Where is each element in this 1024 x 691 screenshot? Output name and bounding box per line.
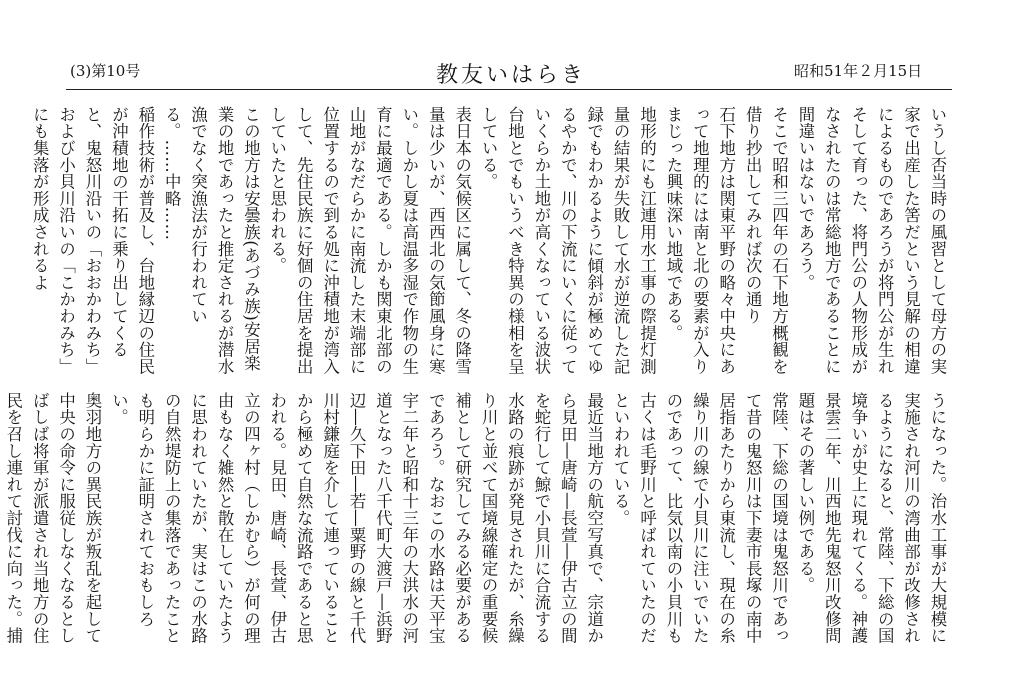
paragraph: 常陸、下総の国境は鬼怒川であって昔の鬼怒川は下妻市長塚の南中居指あたりから東流し、現在の糸繰り川の線で小貝川に注いでいたのであって、比気以南の小貝川も古くは毛野川と呼ばれていたのだといわれている。	[611, 392, 789, 644]
paragraph: いうし否当時の風習として母方の実家で出産した筈だという見解の相違によるものであろうが将門公が生れそして育った、将門公の人物形成がなされたのは常総地方であることに間違いはないであろう。	[795, 106, 947, 375]
page-header	[0, 0, 1024, 100]
newsletter-title: 教友いはらき	[436, 63, 587, 88]
header-rule	[66, 89, 952, 90]
paragraph: この地方は安曇族(あづみ族)安居楽業の地であったと推定されるが潜水漁でなく突漁法が行われている。……中略……	[162, 106, 261, 375]
paragraph: 稲作技術が普及し、台地縁辺の住民が沖積地の干拓に乗り出してくると、鬼怒川沿いの「おおかわみち」および小貝川沿いの「こかわみち」にも集落が形成されるよ	[30, 106, 155, 375]
paragraph: 表日本の気候区に属して、冬の降雪量は少いが、西西北の気節風身に寒い。しかし夏は高温多湿で作物の生育に最適である。しかも関東北部の山地がなだらかに南流した末端部に位置するので到る処に沖積地が湾入して、先住民族に好個の住居を提出していたと思われる。	[267, 106, 472, 375]
paragraph: そこで昭和三四年の石下地方概観を借り抄出してみれば次の通り	[743, 106, 789, 375]
paragraph: 奥羽地方の異民族が叛乱を起して中央の命令に服従しなくなるとしばしば将軍が派遣され当地方の住民を召し連れて討伐に向った。捕	[3, 392, 102, 644]
issue-number: (3)第10号	[70, 62, 141, 80]
paragraph: 地形的にも江連用水工事の際提灯測量の結果が失敗して水が逆流した記録でもわかるように傾斜が極めてゆるやかで、川の下流にいくに従っていくらか土地が高くなっている波状台地とでもいうべき特異の様相を呈している。	[479, 106, 657, 375]
publication-date: 昭和51年２月15日	[794, 62, 923, 80]
paragraph: 最近当地方の航空写真で、宗道から見田―唐崎―長萱―伊古立の間を蛇行して鯨で小貝川に合流する水路の痕跡が発見されたが、糸繰り川と並べて国境線確定の重要候補として研究してみる必要があるであろう。なおこの水路は天平宝宇二年と昭和十三年の大洪水の河道となった八千代町大渡戸―浜野辺―久下田―若―粟野の線と千代川村鎌庭を介して連っていることから極めて自然な流路であると思われる。見田、唐崎、長萱、伊古立の四ヶ村（しかむら）が何の理由もなく雑然と散在していたように思われていたが、実はこの水路の自然堤防上の集落であったことも明らかに証明されておもしろい。	[109, 392, 604, 644]
paragraph: うになった。治水工事が大規模に実施され河川の湾曲部が改修されるようになると、常陸、下総の国境争いが史上に現れてくる。神護景雲二年、川西地先鬼怒川改修問題はその著しい例である。	[795, 392, 947, 644]
article-text-top	[30, 106, 950, 380]
article-text-bottom	[3, 392, 950, 660]
paragraph: 石下地方は関東平野の略々中央にあって地理的には南と北の要素が入りまじった興味深い地域である。	[663, 106, 736, 375]
